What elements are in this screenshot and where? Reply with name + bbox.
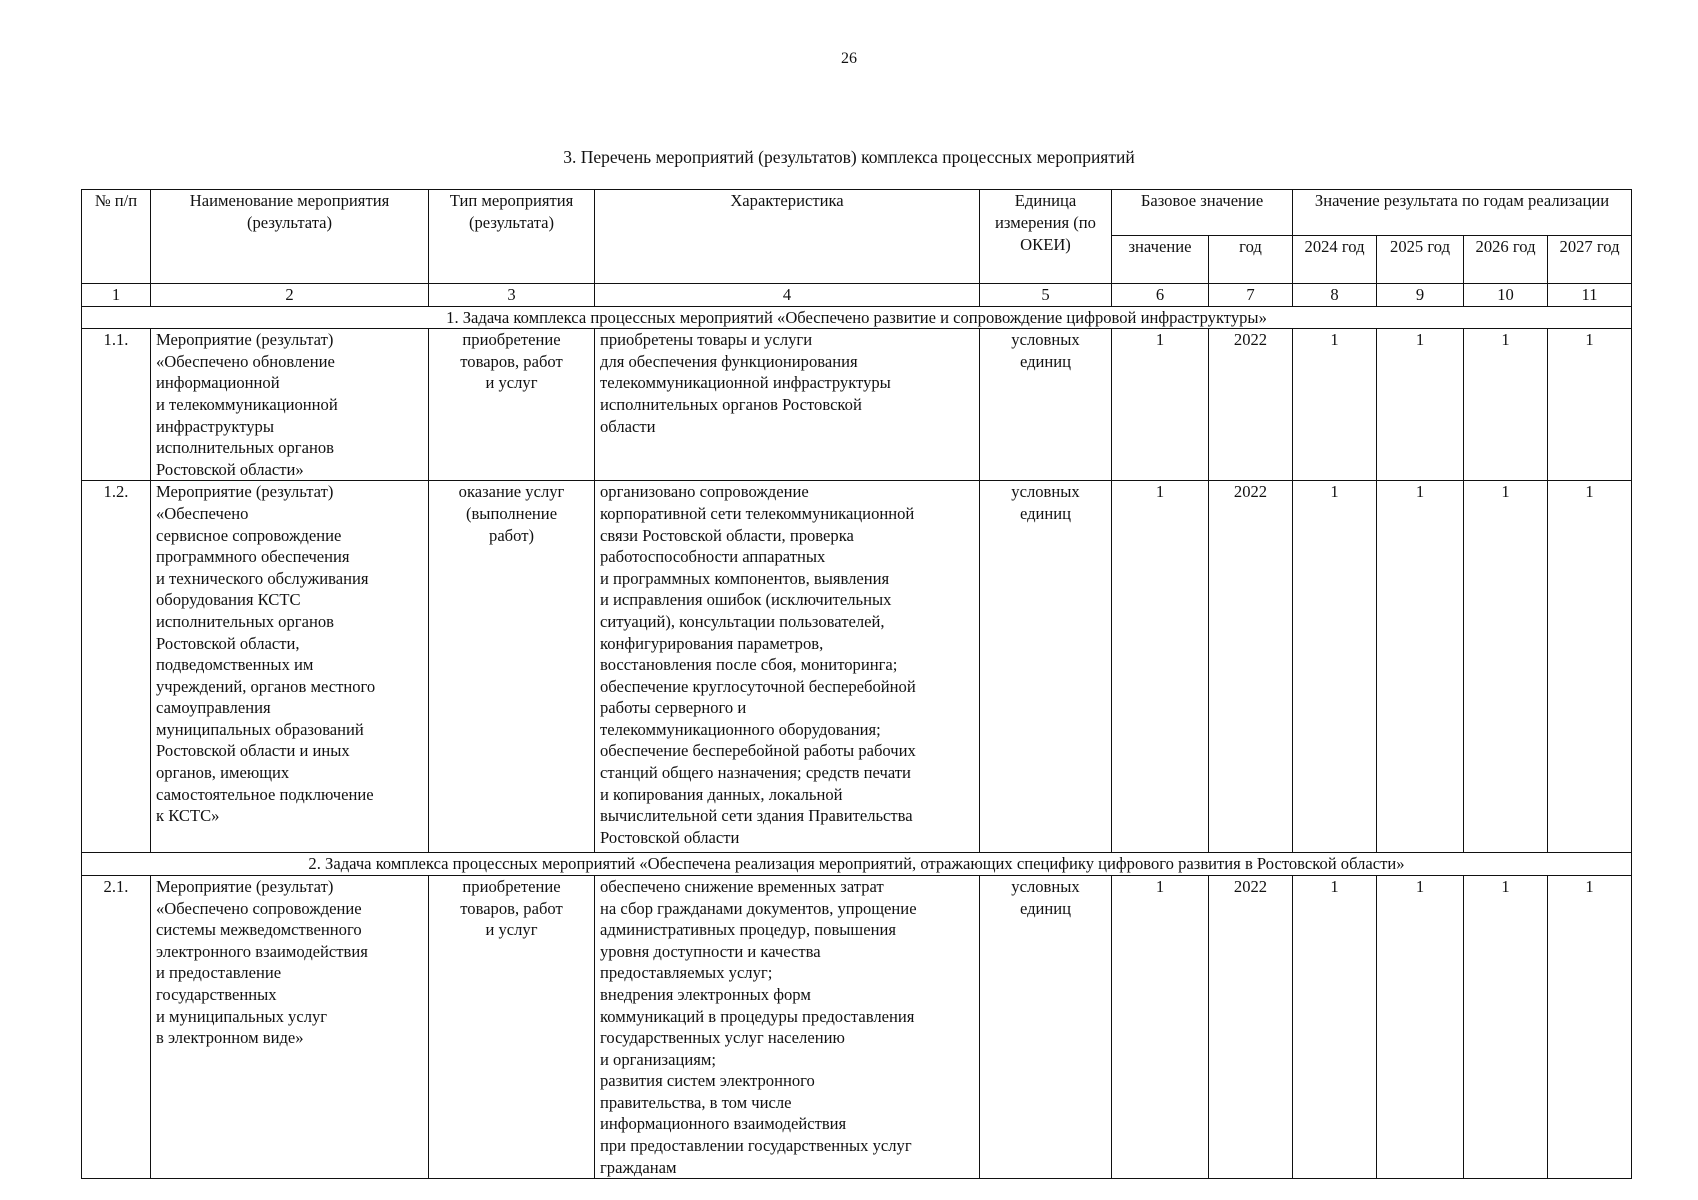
task-title: 2. Задача комплекса процессных мероприятий «Обеспечена реализация мероприятий, отражающих специфику цифрового развития в Ростовской области» <box>82 853 1632 876</box>
base-year: 2022 <box>1209 875 1293 1178</box>
table-row <box>82 875 1632 1178</box>
task-heading-row <box>82 853 1632 876</box>
header-name: Наименование мероприятия (результата) <box>151 190 429 284</box>
value-2024: 1 <box>1293 875 1377 1178</box>
document-title: 3. Перечень мероприятий (результатов) комплекса процессных мероприятий <box>563 147 1135 167</box>
base-value: 1 <box>1112 875 1209 1178</box>
value-2025: 1 <box>1377 875 1464 1178</box>
base-year: 2022 <box>1209 329 1293 481</box>
table-row <box>82 329 1632 481</box>
column-number: 6 <box>1112 284 1209 307</box>
header-characteristic: Характеристика <box>595 190 980 284</box>
value-2027: 1 <box>1548 481 1632 853</box>
value-2026: 1 <box>1464 329 1548 481</box>
header-year-2026: 2026 год <box>1464 236 1548 284</box>
header-year-2025: 2025 год <box>1377 236 1464 284</box>
value-2024: 1 <box>1293 329 1377 481</box>
column-number: 5 <box>980 284 1112 307</box>
column-number: 10 <box>1464 284 1548 307</box>
value-2027: 1 <box>1548 329 1632 481</box>
column-number: 9 <box>1377 284 1464 307</box>
measure-type: приобретение товаров, работ и услуг <box>429 875 595 1178</box>
measure-name: Мероприятие (результат) «Обеспечено обновление информационной и телекоммуникационной инфраструктуры исполнительных органов Ростовской области» <box>151 329 429 481</box>
header-base-value: значение <box>1112 236 1209 284</box>
column-number: 1 <box>82 284 151 307</box>
header-year-2024: 2024 год <box>1293 236 1377 284</box>
page-number: 26 <box>841 50 857 67</box>
task-heading-row <box>82 306 1632 329</box>
header-type: Тип мероприятия (результата) <box>429 190 595 284</box>
base-value: 1 <box>1112 481 1209 853</box>
value-2026: 1 <box>1464 875 1548 1178</box>
value-2027: 1 <box>1548 875 1632 1178</box>
measure-name: Мероприятие (результат) «Обеспечено сопровождение системы межведомственного электронного взаимодействия и предоставление государственных и муниципальных услуг в электронном виде» <box>151 875 429 1178</box>
header-base-year: год <box>1209 236 1293 284</box>
measure-unit: условных единиц <box>980 481 1112 853</box>
column-number: 8 <box>1293 284 1377 307</box>
base-value: 1 <box>1112 329 1209 481</box>
value-2026: 1 <box>1464 481 1548 853</box>
row-num: 1.2. <box>82 481 151 853</box>
measure-characteristic: приобретены товары и услуги для обеспечения функционирования телекоммуникационной инфраструктуры исполнительных органов Ростовской области <box>595 329 980 481</box>
value-2024: 1 <box>1293 481 1377 853</box>
column-numbers-row <box>82 284 1632 307</box>
row-num: 2.1. <box>82 875 151 1178</box>
measure-type: оказание услуг (выполнение работ) <box>429 481 595 853</box>
measure-unit: условных единиц <box>980 875 1112 1178</box>
row-num: 1.1. <box>82 329 151 481</box>
measure-type: приобретение товаров, работ и услуг <box>429 329 595 481</box>
column-number: 4 <box>595 284 980 307</box>
header-unit: Единица измерения (по ОКЕИ) <box>980 190 1112 284</box>
column-number: 11 <box>1548 284 1632 307</box>
measure-characteristic: организовано сопровождение корпоративной сети телекоммуникационной связи Ростовской области, проверка работоспособности аппаратных и программных компонентов, выявления и исправления ошибок (исключительных ситуаций), консультации пользователей, конфигурирования параметров, восстановления после сбоя, мониторинга; обеспечение круглосуточной бесперебойной работы серверного и телекоммуникационного оборудования; обеспечение бесперебойной работы рабочих станций общего назначения; средств печати и копирования данных, локальной вычислительной сети здания Правительства Ростовской области <box>595 481 980 853</box>
column-number: 3 <box>429 284 595 307</box>
header-num: № п/п <box>82 190 151 284</box>
header-base: Базовое значение <box>1112 190 1293 236</box>
base-year: 2022 <box>1209 481 1293 853</box>
measures-table <box>81 189 1632 1179</box>
header-year-2027: 2027 год <box>1548 236 1632 284</box>
column-number: 2 <box>151 284 429 307</box>
table-row <box>82 481 1632 853</box>
task-title: 1. Задача комплекса процессных мероприятий «Обеспечено развитие и сопровождение цифровой инфраструктуры» <box>82 306 1632 329</box>
measure-unit: условных единиц <box>980 329 1112 481</box>
measure-characteristic: обеспечено снижение временных затрат на сбор гражданами документов, упрощение административных процедур, повышения уровня доступности и качества предоставляемых услуг; внедрения электронных форм коммуникаций в процедуры предоставления государственных услуг населению и организациям; развития систем электронного правительства, в том числе информационного взаимодействия при предоставлении государственных услуг гражданам <box>595 875 980 1178</box>
value-2025: 1 <box>1377 329 1464 481</box>
measure-name: Мероприятие (результат) «Обеспечено сервисное сопровождение программного обеспечения и технического обслуживания оборудования КСТС исполнительных органов Ростовской области, подведомственных им учреждений, органов местного самоуправления муниципальных образований Ростовской области и иных органов, имеющих самостоятельное подключение к КСТС» <box>151 481 429 853</box>
column-number: 7 <box>1209 284 1293 307</box>
value-2025: 1 <box>1377 481 1464 853</box>
header-result: Значение результата по годам реализации <box>1293 190 1632 236</box>
